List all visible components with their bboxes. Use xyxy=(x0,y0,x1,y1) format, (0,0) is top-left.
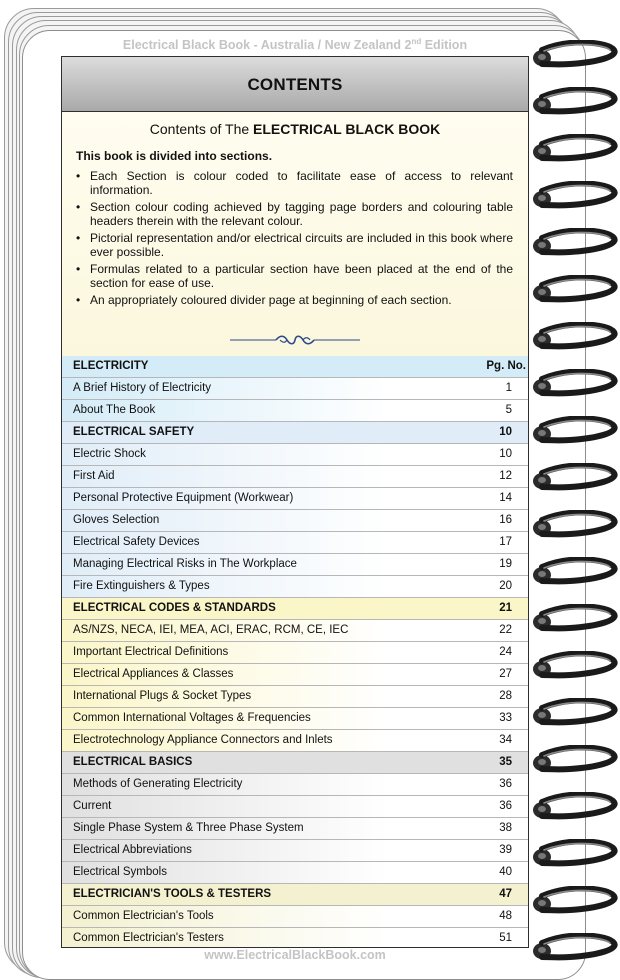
entry-title: Important Electrical Definitions xyxy=(73,646,229,658)
contents-row xyxy=(62,378,528,400)
page-number: 10 xyxy=(499,448,512,460)
contents-row xyxy=(62,928,528,948)
contents-row xyxy=(62,730,528,752)
spiral-ring-icon xyxy=(530,416,620,446)
contents-row xyxy=(62,840,528,862)
page-number: 33 xyxy=(499,712,512,724)
intro-bullet: • Formulas related to a particular section have been placed at the end of the section for ease of use. xyxy=(76,262,513,290)
page-number: 21 xyxy=(499,602,512,614)
page-number: 51 xyxy=(499,932,512,944)
page-number: 5 xyxy=(505,404,512,416)
edition-header: Electrical Black Book - Australia / New Zealand 2nd Edition xyxy=(122,37,468,53)
contents-row xyxy=(62,488,528,510)
spiral-ring-icon xyxy=(530,369,620,399)
contents-row xyxy=(62,554,528,576)
entry-title: Current xyxy=(73,800,112,812)
page-number: 35 xyxy=(499,756,512,768)
ornament-divider-icon xyxy=(230,333,360,347)
contents-row xyxy=(62,708,528,730)
page-number: 14 xyxy=(499,492,512,504)
entry-title: Electric Shock xyxy=(73,448,146,460)
spiral-ring-icon xyxy=(530,933,620,963)
entry-title: Electrical Appliances & Classes xyxy=(73,668,234,680)
entry-title: Single Phase System & Three Phase System xyxy=(73,822,304,834)
contents-row xyxy=(62,642,528,664)
page-number: 40 xyxy=(499,866,512,878)
contents-row xyxy=(62,532,528,554)
entry-title: Personal Protective Equipment (Workwear) xyxy=(73,492,294,504)
contents-row xyxy=(62,686,528,708)
intro-bullet: • Pictorial representation and/or electrical circuits are included in this book where ever possible. xyxy=(76,231,513,259)
page-number: Pg. No. xyxy=(486,360,526,372)
entry-title: ELECTRICIAN'S TOOLS & TESTERS xyxy=(73,888,272,900)
entry-title: Gloves Selection xyxy=(73,514,160,526)
page-number: 1 xyxy=(505,382,512,394)
entry-title: About The Book xyxy=(73,404,156,416)
entry-title: A Brief History of Electricity xyxy=(73,382,212,394)
spiral-ring-icon xyxy=(530,839,620,869)
page-number: 38 xyxy=(499,822,512,834)
page-number: 36 xyxy=(499,800,512,812)
intro-bullet: • Each Section is colour coded to facilitate ease of access to relevant information. xyxy=(76,169,513,197)
page-number: 22 xyxy=(499,624,512,636)
page-number: 24 xyxy=(499,646,512,658)
contents-row xyxy=(62,444,528,466)
contents-row xyxy=(62,466,528,488)
entry-title: AS/NZS, NECA, IEI, MEA, ACI, ERAC, RCM, CE, IEC xyxy=(73,624,349,636)
intro-bullet: • Section colour coding achieved by tagging page borders and colouring table headers therein with the relevant colour. xyxy=(76,200,513,228)
footer-url: www.ElectricalBlackBook.com xyxy=(204,948,386,962)
entry-title: Electrical Safety Devices xyxy=(73,536,200,548)
contents-row xyxy=(62,906,528,928)
section-header-row xyxy=(62,598,528,620)
entry-title: First Aid xyxy=(73,470,115,482)
entry-title: ELECTRICAL CODES & STANDARDS xyxy=(73,602,276,614)
entry-title: Common International Voltages & Frequencies xyxy=(73,712,311,724)
contents-row xyxy=(62,818,528,840)
section-header-row xyxy=(62,356,528,378)
intro-bullets xyxy=(76,169,513,310)
entry-title: Common Electrician's Testers xyxy=(73,932,224,944)
contents-heading: CONTENTS xyxy=(62,57,528,112)
contents-row xyxy=(62,862,528,884)
spiral-ring-icon xyxy=(530,698,620,728)
spiral-ring-icon xyxy=(530,322,620,352)
spiral-ring-icon xyxy=(530,745,620,775)
spiral-ring-icon xyxy=(530,886,620,916)
contents-row xyxy=(62,510,528,532)
entry-title: Electrical Symbols xyxy=(73,866,167,878)
spiral-ring-icon xyxy=(530,463,620,493)
page-number: 16 xyxy=(499,514,512,526)
section-header-row xyxy=(62,422,528,444)
spiral-ring-icon xyxy=(530,604,620,634)
contents-row xyxy=(62,400,528,422)
page-number: 17 xyxy=(499,536,512,548)
spiral-ring-icon xyxy=(530,181,620,211)
spiral-ring-icon xyxy=(530,275,620,305)
page-number: 47 xyxy=(499,888,512,900)
page-number: 28 xyxy=(499,690,512,702)
spiral-ring-icon xyxy=(530,510,620,540)
page-number: 48 xyxy=(499,910,512,922)
entry-title: Common Electrician's Tools xyxy=(73,910,214,922)
contents-table xyxy=(62,356,528,948)
intro-bullet: • An appropriately coloured divider page at beginning of each section. xyxy=(76,293,513,307)
entry-title: Electrical Abbreviations xyxy=(73,844,192,856)
page-number: 10 xyxy=(499,426,512,438)
intro-title: Contents of The ELECTRICAL BLACK BOOK xyxy=(149,121,441,137)
spiral-ring-icon xyxy=(530,87,620,117)
spiral-ring-icon xyxy=(530,228,620,258)
page-number: 12 xyxy=(499,470,512,482)
contents-box xyxy=(61,56,529,948)
entry-title: Managing Electrical Risks in The Workplace xyxy=(73,558,297,570)
contents-row xyxy=(62,664,528,686)
spiral-ring-icon xyxy=(530,651,620,681)
contents-row xyxy=(62,620,528,642)
entry-title: Electrotechnology Appliance Connectors and Inlets xyxy=(73,734,333,746)
page-number: 39 xyxy=(499,844,512,856)
entry-title: ELECTRICAL SAFETY xyxy=(73,426,195,438)
spiral-ring-icon xyxy=(530,557,620,587)
section-header-row xyxy=(62,752,528,774)
contents-row xyxy=(62,774,528,796)
entry-title: Fire Extinguishers & Types xyxy=(73,580,210,592)
page-number: 27 xyxy=(499,668,512,680)
entry-title: International Plugs & Socket Types xyxy=(73,690,252,702)
spiral-ring-icon xyxy=(530,134,620,164)
section-header-row xyxy=(62,884,528,906)
page-number: 20 xyxy=(499,580,512,592)
entry-title: ELECTRICITY xyxy=(73,360,149,372)
entry-title: ELECTRICAL BASICS xyxy=(73,756,193,768)
intro-heading: This book is divided into sections. xyxy=(76,149,273,163)
spiral-ring-icon xyxy=(530,40,620,70)
page-number: 19 xyxy=(499,558,512,570)
page-number: 34 xyxy=(499,734,512,746)
page-number: 36 xyxy=(499,778,512,790)
entry-title: Methods of Generating Electricity xyxy=(73,778,243,790)
contents-row xyxy=(62,796,528,818)
spiral-ring-icon xyxy=(530,792,620,822)
contents-row xyxy=(62,576,528,598)
